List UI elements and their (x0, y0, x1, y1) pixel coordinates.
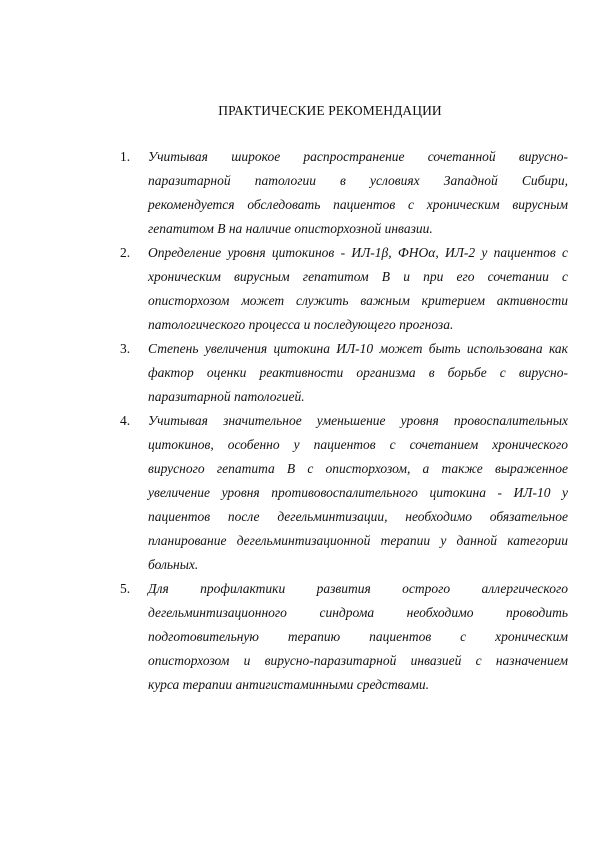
text-line: подготовительную терапию пациентов с хроническим (148, 629, 568, 644)
text-line: Определение уровня цитокинов - ИЛ-1β, ФНОα, ИЛ-2 у пациентов с (148, 245, 568, 260)
text-line: рекомендуется обследовать пациентов с хроническим вирусным (148, 197, 568, 212)
list-item-text (148, 145, 568, 241)
text-line: фактор оценки реактивности организма в борьбе с вирусно- (148, 365, 568, 380)
list-item-number: 2. (120, 245, 131, 260)
list-item-text (148, 337, 568, 409)
list-item-text (148, 241, 568, 337)
text-line: хроническим вирусным гепатитом В и при его сочетании с (148, 269, 568, 284)
list-item-number: 1. (120, 149, 131, 164)
text-line: увеличение уровня противовоспалительного цитокина - ИЛ-10 у (148, 485, 568, 500)
text-line: Для профилактики развития острого аллергического (148, 581, 568, 596)
text-line: Учитывая широкое распространение сочетанной вирусно- (148, 149, 568, 164)
text-line: планирование дегельминтизационной терапии у данной категории (148, 533, 568, 548)
list-item-number: 4. (120, 413, 131, 428)
text-line: описторхозом может служить важным критерием активности (148, 293, 568, 308)
text-line: цитокинов, особенно у пациентов с сочетанием хронического (148, 437, 568, 452)
text-line: дегельминтизационного синдрома необходимо проводить (148, 605, 568, 620)
list-item-text (148, 577, 568, 697)
text-line: гепатитом В на наличие описторхозной инвазии. (148, 221, 433, 236)
list-item-number: 5. (120, 581, 131, 596)
list-item-text (148, 409, 568, 577)
list-item-number: 3. (120, 341, 131, 356)
text-line: паразитарной патологии в условиях Западной Сибири, (148, 173, 568, 188)
text-line: Учитывая значительное уменьшение уровня провоспалительных (148, 413, 568, 428)
page-title: ПРАКТИЧЕСКИЕ РЕКОМЕНДАЦИИ (218, 103, 442, 118)
text-line: пациентов после дегельминтизации, необходимо обязательное (148, 509, 568, 524)
text-line: патологического процесса и последующего прогноза. (148, 317, 454, 332)
text-line: больных. (148, 557, 199, 572)
text-line: паразитарной патологией. (148, 389, 305, 404)
text-line: описторхозом и вирусно-паразитарной инвазией с назначением (148, 653, 568, 668)
text-line: Степень увеличения цитокина ИЛ-10 может быть использована как (148, 341, 568, 356)
text-line: вирусного гепатита В с описторхозом, а также выраженное (148, 461, 568, 476)
text-line: курса терапии антигистаминными средствами. (148, 677, 430, 692)
